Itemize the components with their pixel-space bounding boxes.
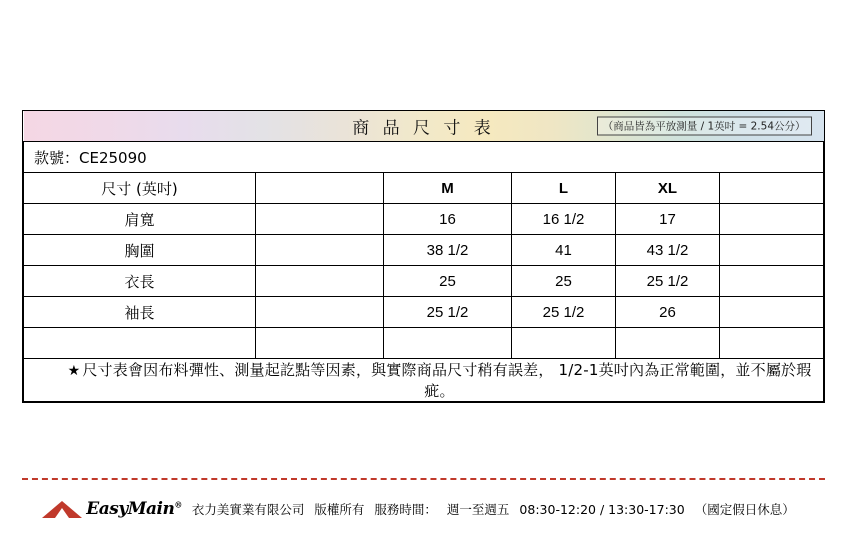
value-length-l: 25: [512, 266, 616, 297]
spacer-cell: [256, 204, 384, 235]
header-band: [24, 111, 824, 142]
value-sleeve-xl: 26: [616, 297, 720, 328]
spacer-cell: [720, 266, 824, 297]
table-row: [24, 266, 824, 297]
spacer-cell: [24, 328, 256, 359]
size-column-m: M: [384, 173, 512, 204]
style-number: 款號：CE25090: [24, 142, 824, 173]
value-shoulder-l: 16 1/2: [512, 204, 616, 235]
measure-label-chest: 胸圍: [24, 235, 256, 266]
spacer-cell: [720, 173, 824, 204]
value-length-xl: 25 1/2: [616, 266, 720, 297]
style-number-row: [24, 142, 824, 173]
spacer-cell: [720, 235, 824, 266]
spacer-cell: [256, 297, 384, 328]
service-label: 服務時間：: [374, 502, 437, 517]
spacer-cell: [616, 328, 720, 359]
copyright-text: 版權所有: [314, 502, 365, 517]
registered-icon: ®: [174, 499, 182, 510]
service-hours: 08:30-12:20 / 13:30-17:30: [519, 502, 685, 517]
service-days: 週一至週五: [446, 502, 510, 517]
size-table-container: [22, 110, 825, 403]
unit-header-cell: 尺寸 (英吋): [24, 173, 256, 204]
company-name: 衣力美實業有限公司: [191, 502, 305, 517]
spacer-cell: [256, 235, 384, 266]
spacer-cell: [256, 266, 384, 297]
value-shoulder-m: 16: [384, 204, 512, 235]
dashed-divider: [22, 478, 825, 480]
mountain-icon: [42, 498, 82, 520]
table-row: [24, 235, 824, 266]
value-chest-m: 38 1/2: [384, 235, 512, 266]
spacer-cell: [256, 173, 384, 204]
value-sleeve-l: 25 1/2: [512, 297, 616, 328]
measurement-note: （商品皆為平放測量 / 1英吋 = 2.54公分）: [597, 117, 812, 136]
table-row: [24, 204, 824, 235]
value-chest-l: 41: [512, 235, 616, 266]
page-title: 商 品 尺 寸 表: [352, 118, 495, 139]
value-length-m: 25: [384, 266, 512, 297]
table-row: [24, 173, 824, 204]
table-header-row: [24, 111, 824, 142]
size-column-xl: XL: [616, 173, 720, 204]
disclaimer-cell: [24, 359, 824, 402]
footer-info: [192, 500, 805, 518]
spacer-cell: [256, 328, 384, 359]
measure-label-shoulder: 肩寬: [24, 204, 256, 235]
brand-logo: [42, 498, 182, 520]
spacer-cell: [720, 204, 824, 235]
disclaimer-text: 尺寸表會因布料彈性、測量起訖點等因素，與實際商品尺寸稍有誤差， 1/2-1英吋內為正常範圍，並不屬於瑕疵。: [82, 361, 812, 400]
size-column-l: L: [512, 173, 616, 204]
value-sleeve-m: 25 1/2: [384, 297, 512, 328]
table-row: [24, 297, 824, 328]
footer: [22, 492, 825, 526]
star-icon: ★: [67, 363, 81, 379]
size-table: [23, 111, 824, 402]
spacer-cell: [720, 328, 824, 359]
spacer-cell: [512, 328, 616, 359]
brand-name: EasyMain®: [86, 499, 182, 519]
value-shoulder-xl: 17: [616, 204, 720, 235]
disclaimer-row: [24, 359, 824, 402]
spacer-cell: [720, 297, 824, 328]
measure-label-length: 衣長: [24, 266, 256, 297]
value-chest-xl: 43 1/2: [616, 235, 720, 266]
table-row-empty: [24, 328, 824, 359]
measure-label-sleeve: 袖長: [24, 297, 256, 328]
holiday-note: （國定假日休息）: [694, 502, 795, 517]
spacer-cell: [384, 328, 512, 359]
